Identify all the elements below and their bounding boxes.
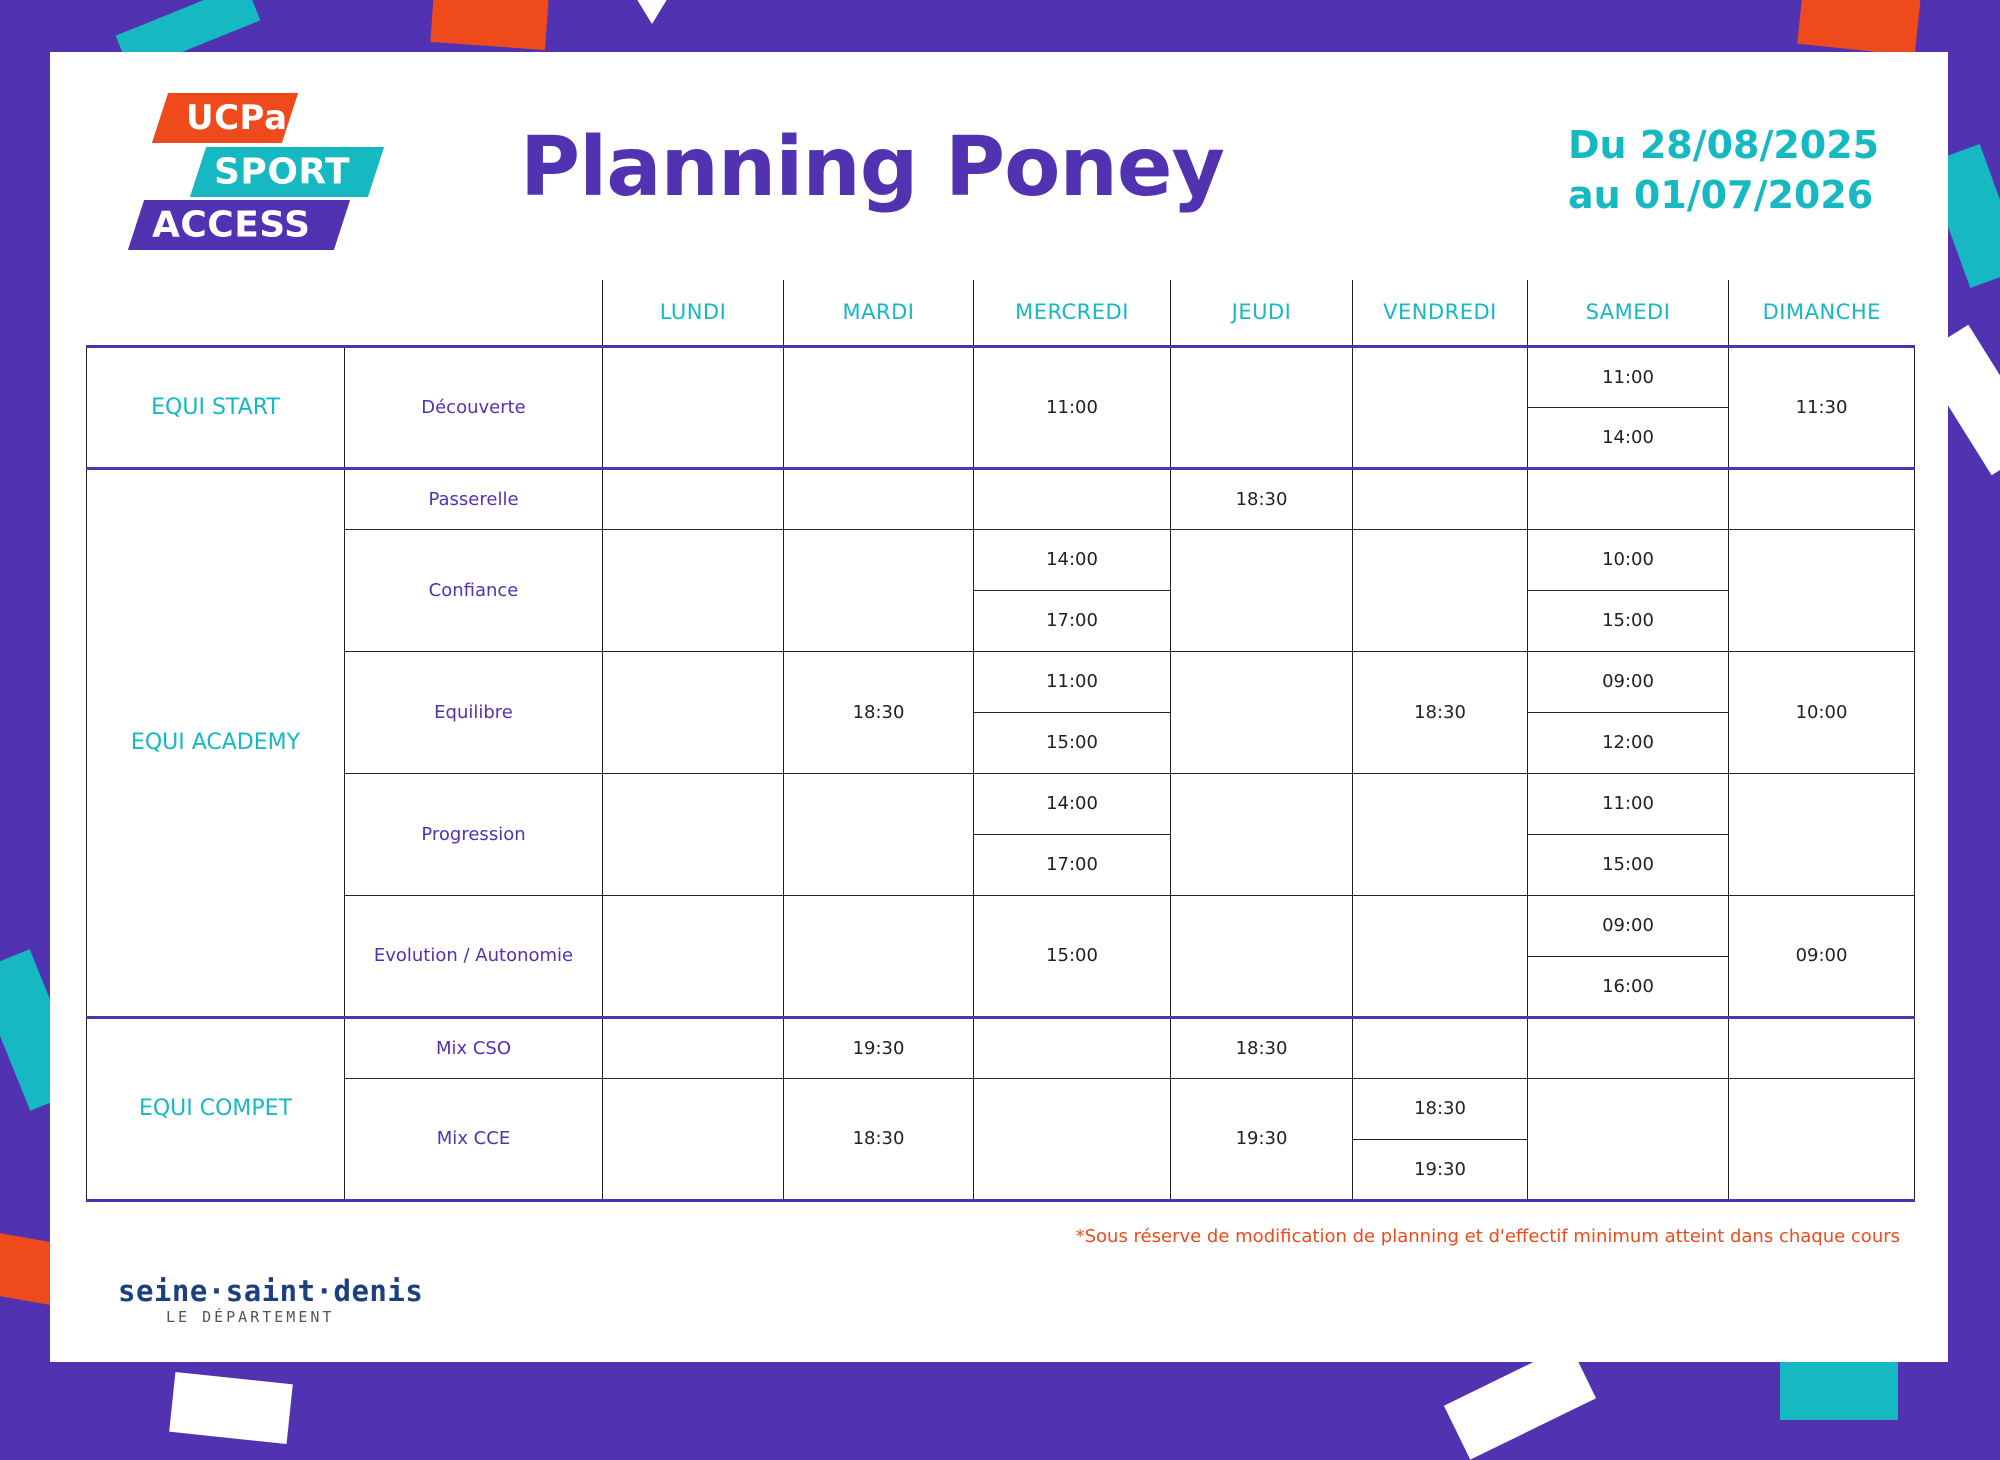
cell-progression-dimanche [1729,773,1915,895]
header-empty-level [345,280,603,346]
level-progression: Progression [345,773,603,895]
cell-passerelle-samedi [1528,468,1729,529]
level-equilibre: Equilibre [345,651,603,773]
cell-decouverte-mercredi: 11:00 [974,346,1171,468]
table-row [87,468,1915,529]
header-row [87,280,1915,346]
cell-confiance-mercredi-1: 14:00 [974,529,1171,590]
cell-evolution-samedi-1: 09:00 [1528,895,1729,956]
ucpa-sport-access-logo [120,93,390,253]
confetti-white-bottom-left [169,1372,293,1444]
logo-text-ucpa: UCPa [186,98,288,138]
cell-progression-lundi [603,773,784,895]
level-evolution: Evolution / Autonomie [345,895,603,1017]
ssd-logo-name: seine·saint·denis [118,1274,424,1308]
cell-confiance-lundi [603,529,784,651]
cell-equilibre-dimanche: 10:00 [1729,651,1915,773]
cell-passerelle-vendredi [1353,468,1528,529]
cell-passerelle-mercredi [974,468,1171,529]
cell-confiance-dimanche [1729,529,1915,651]
cell-mix-cce-lundi [603,1078,784,1200]
cell-mix-cce-mercredi [974,1078,1171,1200]
disclaimer-note: *Sous réserve de modification de planning et d'effectif minimum atteint dans chaque cours [1075,1226,1900,1247]
logo-band-access [128,200,350,250]
cell-confiance-mercredi-2: 17:00 [974,590,1171,651]
group-equi-start: EQUI START [87,346,345,468]
group-equi-academy: EQUI ACADEMY [87,468,345,1017]
date-range [1568,120,1879,220]
level-mix-cso: Mix CSO [345,1017,603,1078]
confetti-teal-bottom-right [1780,1360,1898,1420]
cell-mix-cso-mercredi [974,1017,1171,1078]
table-row [87,1017,1915,1078]
cell-confiance-samedi-1: 10:00 [1528,529,1729,590]
table-row [87,895,1915,956]
cell-mix-cso-jeudi: 18:30 [1171,1017,1353,1078]
cell-confiance-samedi-2: 15:00 [1528,590,1729,651]
level-decouverte: Découverte [345,346,603,468]
cell-mix-cce-vendredi-1: 18:30 [1353,1078,1528,1139]
cell-equilibre-mercredi-2: 15:00 [974,712,1171,773]
cell-mix-cce-samedi [1528,1078,1729,1200]
cell-mix-cce-mardi: 18:30 [784,1078,974,1200]
cell-decouverte-jeudi [1171,346,1353,468]
cell-evolution-mercredi: 15:00 [974,895,1171,1017]
confetti-orange-top [430,0,548,50]
cell-confiance-mardi [784,529,974,651]
cell-passerelle-lundi [603,468,784,529]
cell-progression-samedi-1: 11:00 [1528,773,1729,834]
table-row [87,651,1915,712]
group-equi-compet: EQUI COMPET [87,1017,345,1200]
header-empty-group [87,280,345,346]
cell-mix-cso-vendredi [1353,1017,1528,1078]
page-title: Planning Poney [520,120,1224,215]
cell-progression-samedi-2: 15:00 [1528,834,1729,895]
cell-confiance-vendredi [1353,529,1528,651]
cell-mix-cso-samedi [1528,1017,1729,1078]
cell-equilibre-lundi [603,651,784,773]
cell-progression-mardi [784,773,974,895]
level-passerelle: Passerelle [345,468,603,529]
cell-decouverte-mardi [784,346,974,468]
table-row [87,529,1915,590]
cell-mix-cce-vendredi-2: 19:30 [1353,1139,1528,1200]
cell-confiance-jeudi [1171,529,1353,651]
logo-band-ucpa [152,93,298,143]
table-row [87,1078,1915,1139]
cell-decouverte-samedi-1: 11:00 [1528,346,1729,407]
cell-evolution-jeudi [1171,895,1353,1017]
logo-text-access: ACCESS [152,204,311,246]
cell-mix-cso-dimanche [1729,1017,1915,1078]
cell-mix-cso-mardi: 19:30 [784,1017,974,1078]
header-vendredi: VENDREDI [1353,280,1528,346]
cell-evolution-mardi [784,895,974,1017]
cell-equilibre-samedi-1: 09:00 [1528,651,1729,712]
confetti-orange-top-right [1797,0,1921,56]
cell-progression-mercredi-1: 14:00 [974,773,1171,834]
cell-decouverte-vendredi [1353,346,1528,468]
cell-progression-vendredi [1353,773,1528,895]
header-lundi: LUNDI [603,280,784,346]
cell-evolution-vendredi [1353,895,1528,1017]
cell-evolution-samedi-2: 16:00 [1528,956,1729,1017]
cell-equilibre-vendredi: 18:30 [1353,651,1528,773]
cell-mix-cce-dimanche [1729,1078,1915,1200]
table-row [87,773,1915,834]
cell-decouverte-lundi [603,346,784,468]
cell-equilibre-mercredi-1: 11:00 [974,651,1171,712]
logo-text-sport: SPORT [214,151,351,193]
header-mercredi: MERCREDI [974,280,1171,346]
date-range-end: au 01/07/2026 [1568,173,1874,217]
cell-evolution-lundi [603,895,784,1017]
cell-passerelle-jeudi: 18:30 [1171,468,1353,529]
cell-decouverte-samedi-2: 14:00 [1528,407,1729,468]
header-mardi: MARDI [784,280,974,346]
date-range-start: Du 28/08/2025 [1568,123,1880,167]
header-samedi: SAMEDI [1528,280,1729,346]
cell-mix-cce-jeudi: 19:30 [1171,1078,1353,1200]
cell-equilibre-mardi: 18:30 [784,651,974,773]
cell-passerelle-dimanche [1729,468,1915,529]
cell-progression-jeudi [1171,773,1353,895]
confetti-white-top [630,0,674,24]
ssd-logo-subtitle: LE DÉPARTEMENT [166,1308,335,1326]
cell-progression-mercredi-2: 17:00 [974,834,1171,895]
level-confiance: Confiance [345,529,603,651]
header-jeudi: JEUDI [1171,280,1353,346]
header-dimanche: DIMANCHE [1729,280,1915,346]
cell-equilibre-samedi-2: 12:00 [1528,712,1729,773]
cell-decouverte-dimanche: 11:30 [1729,346,1915,468]
cell-equilibre-jeudi [1171,651,1353,773]
level-mix-cce: Mix CCE [345,1078,603,1200]
logo-band-sport [190,147,384,197]
table-row [87,346,1915,407]
seine-saint-denis-logo [118,1274,424,1326]
cell-evolution-dimanche: 09:00 [1729,895,1915,1017]
schedule-table [86,280,1915,1202]
cell-mix-cso-lundi [603,1017,784,1078]
cell-passerelle-mardi [784,468,974,529]
